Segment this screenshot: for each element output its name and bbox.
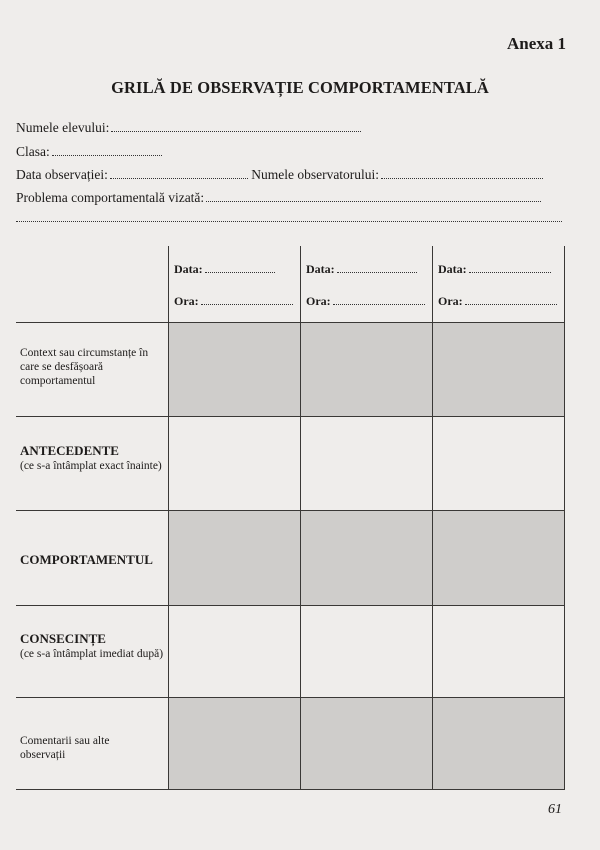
time-label: Ora: xyxy=(174,294,199,308)
field-class xyxy=(16,144,162,160)
fill-line xyxy=(465,296,557,305)
column-divider xyxy=(432,246,433,790)
fill-line xyxy=(110,168,248,179)
time-label: Ora: xyxy=(306,294,331,308)
header-time-1 xyxy=(174,294,293,309)
header-time-2 xyxy=(306,294,425,309)
date-label: Data: xyxy=(174,262,203,276)
row-label-context xyxy=(20,346,170,388)
page-number: 61 xyxy=(548,802,562,817)
row-divider xyxy=(16,322,565,323)
row-divider xyxy=(16,510,565,511)
row-label-behavior xyxy=(20,551,170,568)
row-label-comments xyxy=(20,734,130,762)
row-divider xyxy=(16,416,565,417)
column-divider xyxy=(168,246,169,790)
fill-line xyxy=(205,264,275,273)
fill-line xyxy=(469,264,551,273)
shade-comments xyxy=(168,697,565,790)
header-date-3 xyxy=(438,262,551,277)
row-label-text: ANTECEDENTE xyxy=(20,443,119,458)
header-date-2 xyxy=(306,262,417,277)
row-divider xyxy=(16,697,565,698)
row-label-consequences xyxy=(20,630,170,661)
fill-line xyxy=(52,145,162,156)
field-problem-label: Problema comportamentală vizată: xyxy=(16,190,205,205)
date-label: Data: xyxy=(438,262,467,276)
shade-behavior xyxy=(168,510,565,605)
row-label-text: Context sau circumstanțe în care se desfășoară comportamentul xyxy=(20,347,149,387)
date-label: Data: xyxy=(306,262,335,276)
column-divider xyxy=(564,246,565,790)
annex-label: Anexa 1 xyxy=(506,34,566,53)
fill-line xyxy=(16,211,562,222)
row-label-text: Comentarii sau alte observații xyxy=(20,735,110,761)
header-time-3 xyxy=(438,294,557,309)
header-date-1 xyxy=(174,262,275,277)
field-observer-label: Numele observatorului: xyxy=(251,167,380,182)
shade-context xyxy=(168,322,565,416)
time-label: Ora: xyxy=(438,294,463,308)
row-label-antecedents xyxy=(20,442,170,473)
fill-line xyxy=(337,264,417,273)
fill-line xyxy=(333,296,425,305)
row-label-text: COMPORTAMENTUL xyxy=(20,552,153,567)
fill-line xyxy=(381,168,543,179)
field-class-label: Clasa: xyxy=(16,144,50,159)
row-sublabel-text: (ce s-a întâmplat exact înainte) xyxy=(20,460,162,472)
row-label-text: CONSECINȚE xyxy=(20,631,106,646)
field-student-label: Numele elevului: xyxy=(16,120,110,135)
fill-line xyxy=(201,296,293,305)
field-problem-continuation xyxy=(16,210,562,226)
page-title: GRILĂ DE OBSERVAȚIE COMPORTAMENTALĂ xyxy=(111,78,489,97)
fill-line xyxy=(206,191,541,202)
column-divider xyxy=(300,246,301,790)
observation-grid xyxy=(16,246,565,790)
fill-line xyxy=(111,121,361,132)
row-divider xyxy=(16,789,565,790)
row-sublabel-text: (ce s-a întâmplat imediat după) xyxy=(20,648,164,660)
field-student xyxy=(16,120,361,136)
row-divider xyxy=(16,605,565,606)
field-date-observer xyxy=(16,167,543,183)
field-date-label: Data observației: xyxy=(16,167,108,182)
field-problem xyxy=(16,190,541,206)
